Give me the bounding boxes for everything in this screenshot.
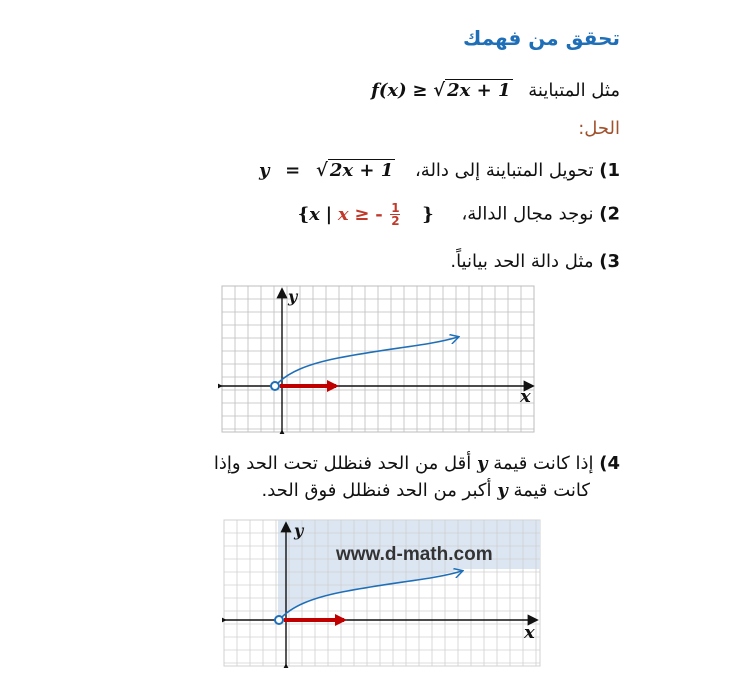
boundary-graph bbox=[218, 284, 538, 434]
fraction-numerator: 1 bbox=[391, 201, 400, 215]
step-text-2b: أكبر من الحد فنظلل فوق الحد. bbox=[261, 480, 492, 501]
problem-inequality bbox=[371, 80, 512, 101]
radicand: 2x + 1 bbox=[447, 80, 511, 101]
section-title: تحقق من فهمك bbox=[463, 26, 620, 50]
sqrt-expression bbox=[433, 80, 512, 101]
step-number: 4) bbox=[599, 453, 620, 474]
set-bar: | bbox=[325, 203, 333, 225]
step-text: تحويل المتباينة إلى دالة، bbox=[414, 160, 594, 181]
var-y: y bbox=[258, 160, 270, 181]
open-endpoint bbox=[275, 616, 283, 624]
step-2 bbox=[298, 202, 620, 227]
step-4 bbox=[214, 453, 620, 474]
step-text-1a: إذا كانت قيمة bbox=[493, 453, 594, 474]
var-x: x bbox=[309, 203, 320, 225]
shaded-inequality-graph bbox=[222, 518, 542, 668]
var-y: y bbox=[477, 453, 488, 474]
step-number: 1) bbox=[599, 160, 620, 181]
open-brace: { bbox=[297, 203, 310, 225]
problem-statement bbox=[371, 80, 620, 101]
step-4-continued bbox=[262, 480, 590, 501]
ge-sign: ≥ bbox=[354, 203, 370, 225]
step-text: نوجد مجال الدالة، bbox=[461, 203, 594, 225]
x-axis-label: x bbox=[524, 622, 535, 643]
radicand: 2x + 1 bbox=[329, 160, 394, 181]
y-axis-label: y bbox=[294, 521, 304, 540]
equals-sign: = bbox=[285, 160, 301, 181]
step-3 bbox=[450, 251, 620, 272]
sqrt-sign: √ bbox=[316, 160, 328, 181]
problem-text: مثل المتباينة bbox=[528, 80, 620, 101]
fraction-denominator: 2 bbox=[391, 214, 400, 228]
watermark: www.d-math.com bbox=[336, 544, 493, 565]
sqrt-sign: √ bbox=[433, 80, 446, 101]
x-axis-label: x bbox=[520, 386, 531, 407]
step-text-2a: كانت قيمة bbox=[513, 480, 590, 501]
var-y: y bbox=[497, 480, 508, 501]
step-number: 3) bbox=[599, 251, 620, 272]
solution-label: الحل: bbox=[578, 118, 620, 139]
y-axis-label: y bbox=[288, 287, 298, 306]
grid bbox=[222, 286, 534, 432]
domain-set bbox=[297, 201, 434, 228]
step-text: مثل دالة الحد بيانياً. bbox=[450, 251, 594, 272]
sqrt-expression bbox=[316, 160, 395, 181]
function-f: f(x) bbox=[371, 80, 407, 101]
step-text-1b: أقل من الحد فنظلل تحت الحد وإذا bbox=[213, 453, 472, 474]
open-endpoint bbox=[271, 382, 279, 390]
step-1 bbox=[259, 160, 620, 181]
ge-sign: ≥ bbox=[412, 80, 428, 101]
var-x-condition: x bbox=[337, 203, 349, 225]
close-brace: } bbox=[422, 203, 434, 225]
step-number: 2) bbox=[599, 203, 620, 225]
step-1-equation bbox=[259, 160, 395, 181]
fraction-one-half bbox=[390, 202, 400, 227]
minus-sign: - bbox=[375, 203, 383, 225]
